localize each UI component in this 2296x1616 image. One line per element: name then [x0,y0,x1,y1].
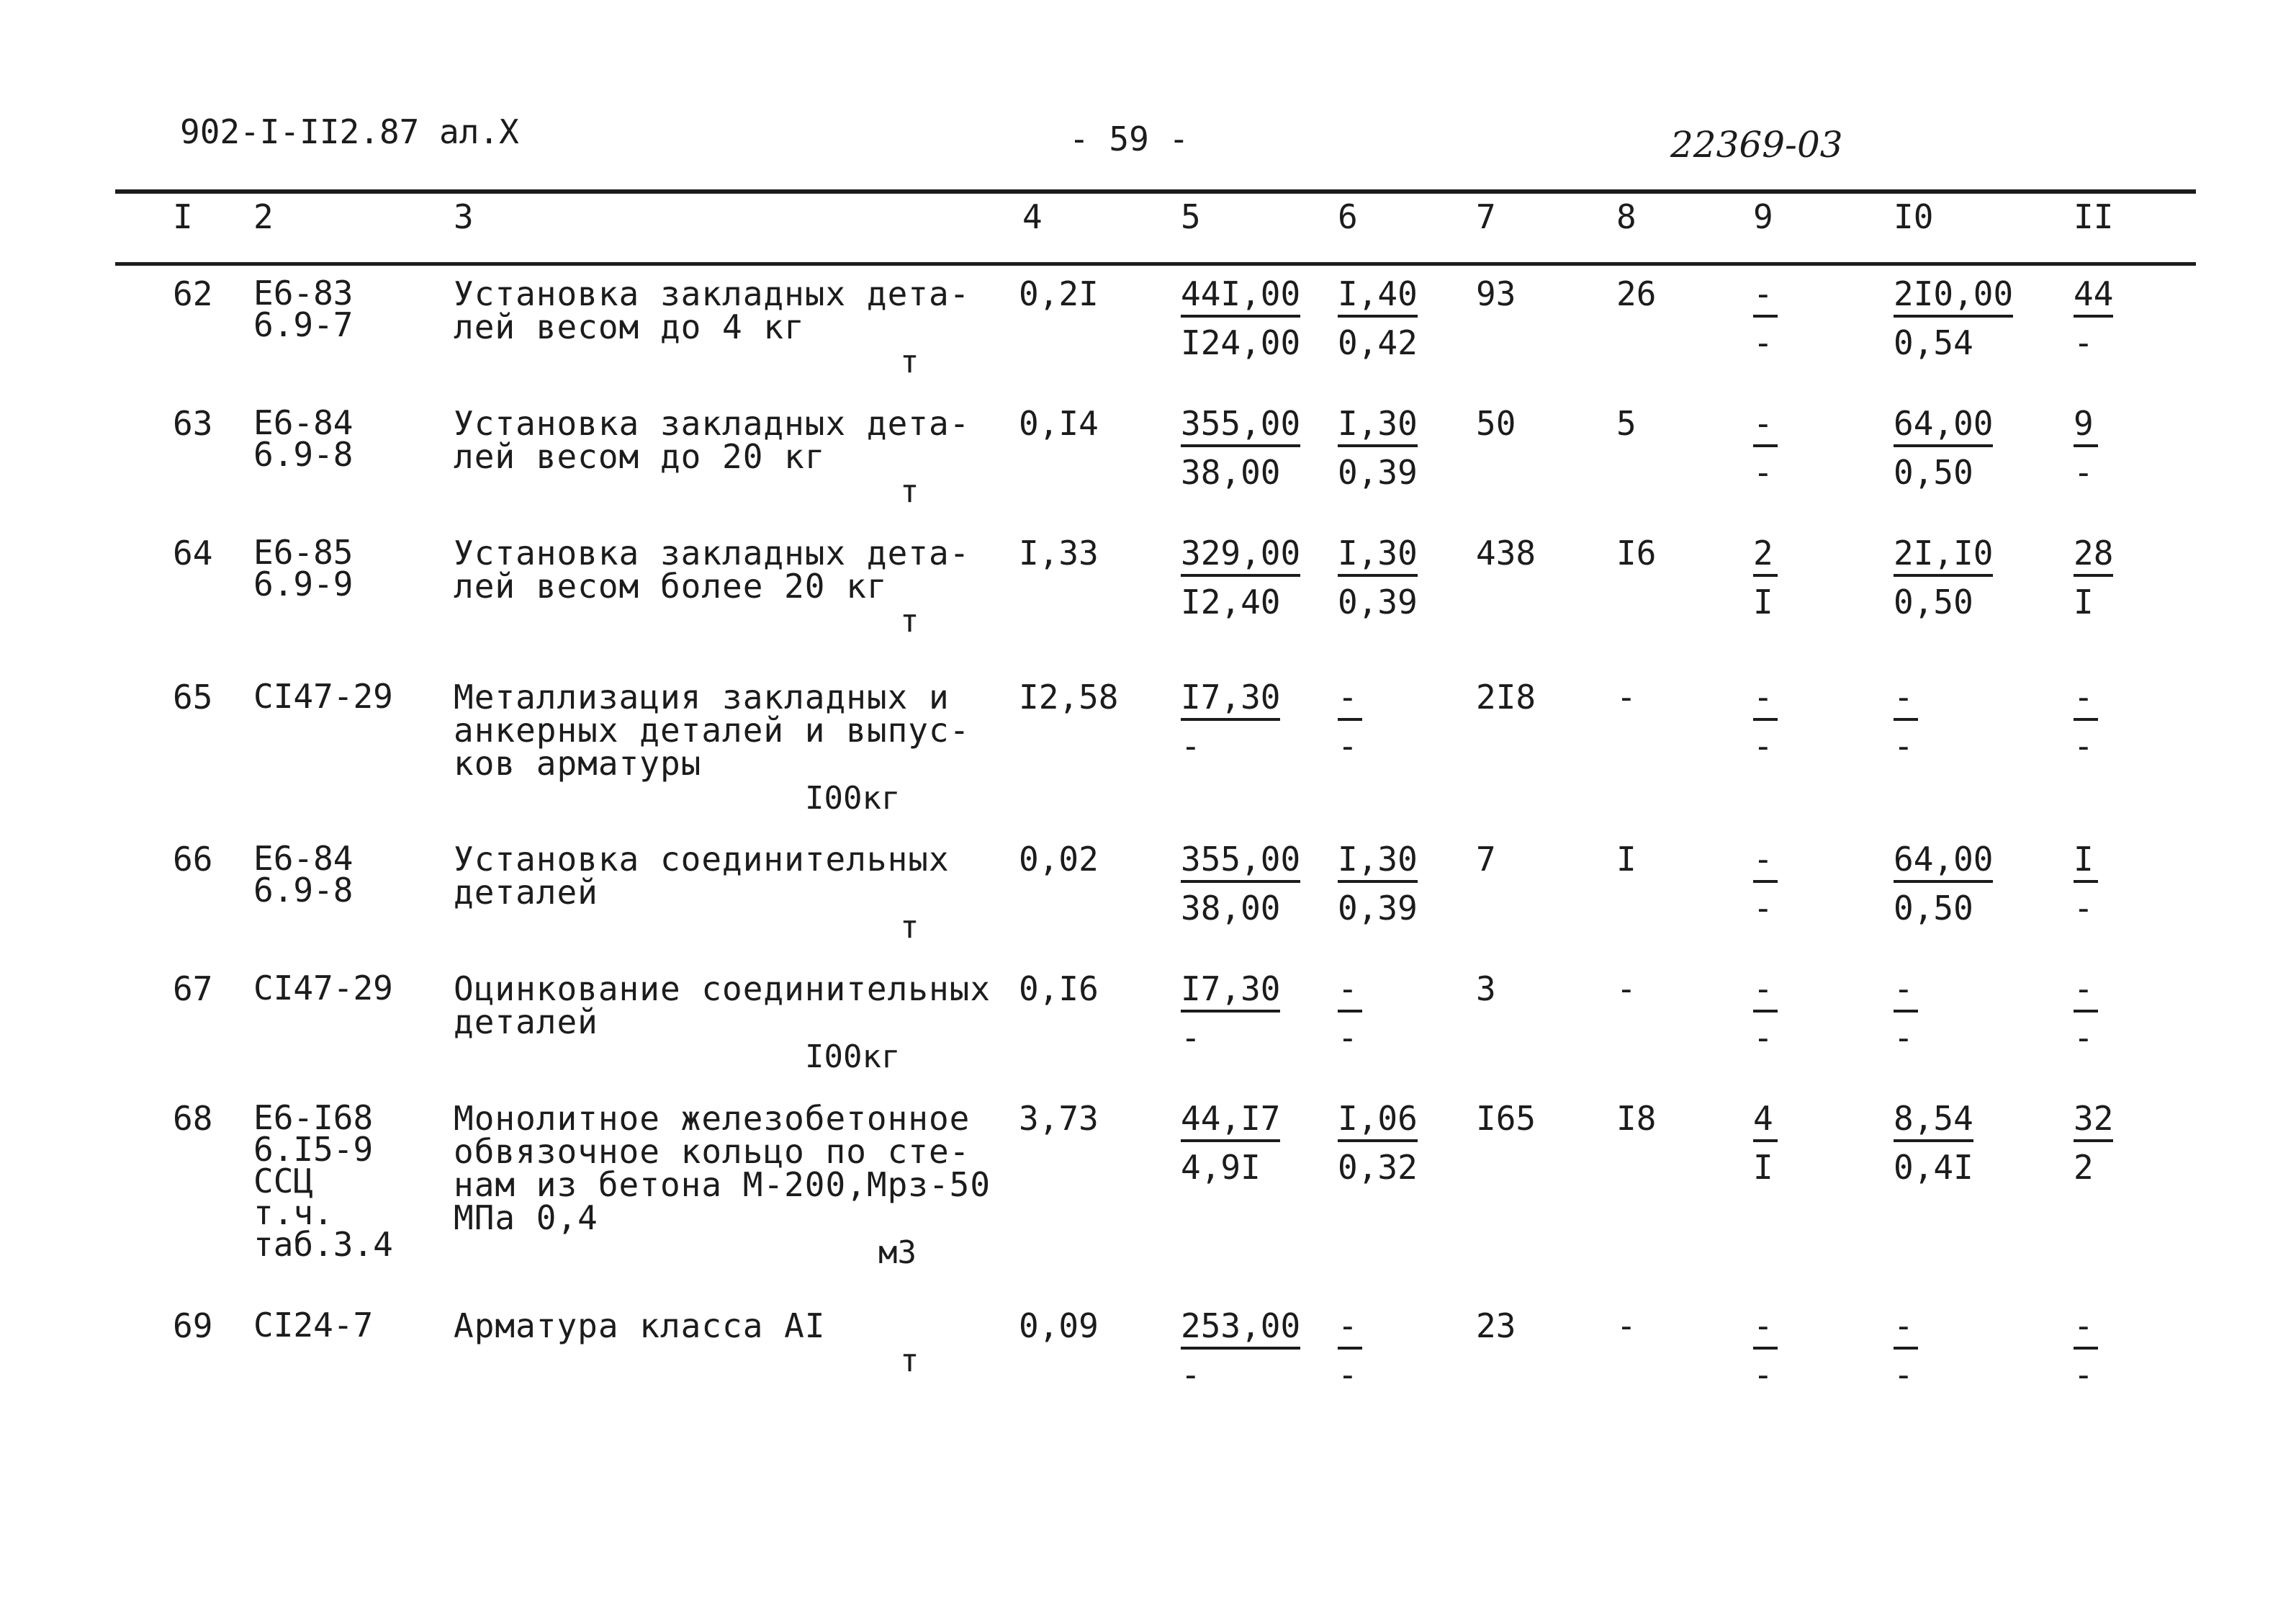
labor-per-unit-numerator: 2I,I0 [1894,537,1993,577]
norm-code-line: 6.9-8 [253,871,354,910]
row-number: 62 [173,274,213,313]
norm-code-line: СI47-29 [253,677,393,716]
wage-cost-denominator: - [1338,1355,1358,1394]
quantity: 0,2I [1019,274,1099,313]
unit-of-measure: т [900,344,919,380]
column-header-11: II [2074,197,2114,236]
norm-code-line: Е6-84 [253,403,354,442]
column-header-8: 8 [1616,197,1637,236]
labor-per-unit-denominator: - [1894,1355,1914,1394]
wage-cost-denominator: 0,42 [1338,323,1418,362]
labor-per-unit [1894,1306,1918,1394]
norm-code-line: т.ч. [253,1193,333,1232]
labor-total-denominator: - [2074,453,2094,492]
wage-cost [1338,1306,1362,1394]
norm-code-line: СI47-29 [253,969,393,1007]
norm-code-line: 6.9-9 [253,565,354,603]
labor-per-unit [1894,969,1918,1057]
labor-per-unit-numerator: 64,00 [1894,843,1993,883]
work-description-line: Арматура класса АI [454,1306,826,1345]
unit-cost-total-numerator: 44,I7 [1181,1102,1280,1142]
wage-cost-numerator: I,40 [1338,277,1418,318]
total-wages: I8 [1616,1099,1657,1138]
labor-total [2074,840,2098,928]
total-wages: I6 [1616,534,1657,573]
labor-total [2074,274,2114,362]
total-cost: 93 [1476,274,1516,313]
total-wages: - [1616,678,1637,717]
reference-number: 22369-03 [1670,124,1843,166]
labor-total [2074,1099,2114,1187]
work-description-line: Установка соединительных [454,840,950,879]
unit-of-measure: т [900,603,919,639]
machine-cost-numerator: - [1753,843,1778,883]
labor-per-unit [1894,274,2014,362]
work-description-line: Установка закладных дета- [454,404,971,443]
labor-per-unit [1894,534,1994,621]
labor-per-unit [1894,404,1994,492]
quantity: I2,58 [1019,678,1119,717]
machine-cost [1753,969,1778,1057]
labor-per-unit [1894,678,1918,766]
quantity: I,33 [1019,534,1099,573]
column-header-9: 9 [1753,197,1773,236]
labor-per-unit-denominator: 0,50 [1894,583,1973,621]
unit-cost-total-denominator: I24,00 [1181,323,1301,362]
page-number: - 59 - [1069,120,1189,158]
machine-cost-denominator: - [1753,453,1773,492]
machine-cost-numerator: - [1753,1309,1778,1350]
wage-cost [1338,969,1362,1057]
wage-cost [1338,678,1362,766]
unit-of-measure: м3 [878,1234,917,1271]
total-wages: 5 [1616,404,1637,443]
unit-cost-total-denominator: 4,9I [1181,1148,1261,1187]
wage-cost-numerator: I,30 [1338,407,1418,447]
work-description-line: обвязочное кольцо по сте- [454,1132,971,1171]
wage-cost-numerator: - [1338,972,1362,1013]
machine-cost-denominator: - [1753,727,1773,766]
unit-cost-total [1181,1306,1301,1394]
wage-cost [1338,1099,1418,1187]
work-description-line: деталей [454,1002,598,1041]
total-cost: 7 [1476,840,1496,879]
header-rule [115,262,2196,266]
work-description-line: нам из бетона М-200,Мрз-50 [454,1165,991,1204]
unit-cost-total-numerator: 253,00 [1181,1309,1300,1350]
machine-cost [1753,840,1778,928]
norm-code-line: ССЦ [253,1162,314,1200]
column-header-4: 4 [1022,197,1043,236]
wage-cost [1338,840,1418,928]
machine-cost [1753,1306,1778,1394]
norm-code-line: таб.3.4 [253,1225,393,1264]
total-wages: - [1616,969,1637,1008]
row-number: 68 [173,1099,213,1138]
unit-cost-total-numerator: I7,30 [1181,681,1280,721]
wage-cost-denominator: 0,39 [1338,453,1418,492]
column-header-10: I0 [1894,197,1934,236]
wage-cost [1338,404,1418,492]
labor-per-unit-denominator: 0,50 [1894,889,1973,928]
labor-per-unit [1894,840,1994,928]
wage-cost-denominator: - [1338,727,1358,766]
unit-cost-total [1181,534,1301,621]
norm-code-line: 6.9-8 [253,435,354,474]
row-number: 67 [173,969,213,1008]
unit-cost-total-numerator: I7,30 [1181,972,1280,1013]
quantity: 0,02 [1019,840,1099,879]
column-header-6: 6 [1338,197,1358,236]
machine-cost-numerator: - [1753,972,1778,1013]
wage-cost-denominator: - [1338,1018,1358,1057]
quantity: 3,73 [1019,1099,1099,1138]
total-cost: 23 [1476,1306,1516,1345]
unit-cost-total [1181,274,1301,362]
wage-cost-denominator: 0,39 [1338,583,1418,621]
machine-cost [1753,678,1778,766]
machine-cost-denominator: I [1753,583,1773,621]
document-code: 902-I-II2.87 ал.X [180,112,519,151]
wage-cost-numerator: I,30 [1338,537,1418,577]
total-cost: 2I8 [1476,678,1536,717]
unit-cost-total-denominator: - [1181,1355,1201,1394]
total-cost: 438 [1476,534,1536,573]
labor-per-unit-numerator: 64,00 [1894,407,1993,447]
unit-cost-total [1181,840,1301,928]
wage-cost-numerator: I,06 [1338,1102,1418,1142]
total-wages: I [1616,840,1637,879]
column-header-2: 2 [253,197,274,236]
machine-cost-denominator: I [1753,1148,1773,1187]
total-wages: 26 [1616,274,1657,313]
column-header-7: 7 [1476,197,1496,236]
labor-per-unit-numerator: - [1894,972,1918,1013]
labor-total-denominator: - [2074,727,2094,766]
labor-per-unit [1894,1099,1973,1187]
unit-cost-total-numerator: 355,00 [1181,843,1300,883]
unit-cost-total [1181,678,1281,766]
labor-total-denominator: - [2074,889,2094,928]
labor-total-denominator: 2 [2074,1148,2094,1187]
machine-cost [1753,534,1778,621]
work-description-line: лей весом более 20 кг [454,567,888,606]
labor-total-numerator: - [2074,681,2098,721]
labor-per-unit-denominator: - [1894,727,1914,766]
labor-per-unit-denominator: - [1894,1018,1914,1057]
work-description-line: Установка закладных дета- [454,274,971,313]
labor-total [2074,678,2098,766]
work-description-line: Монолитное железобетонное [454,1099,971,1138]
wage-cost-denominator: 0,32 [1338,1148,1418,1187]
labor-total [2074,1306,2098,1394]
labor-total-numerator: 9 [2074,407,2098,447]
labor-per-unit-numerator: - [1894,1309,1918,1350]
work-description-line: лей весом до 4 кг [454,308,805,346]
row-number: 69 [173,1306,213,1345]
machine-cost-numerator: - [1753,407,1778,447]
work-description-line: анкерных деталей и выпус- [454,711,971,750]
total-wages: - [1616,1306,1637,1345]
labor-total [2074,969,2098,1057]
labor-total-denominator: - [2074,323,2094,362]
work-description-line: Оцинкование соединительных [454,969,991,1008]
labor-total-numerator: 44 [2074,277,2113,318]
column-header-5: 5 [1181,197,1201,236]
labor-per-unit-numerator: 8,54 [1894,1102,1973,1142]
work-description-line: ков арматуры [454,744,702,783]
unit-of-measure: I00кг [805,780,901,817]
labor-total-numerator: 32 [2074,1102,2113,1142]
unit-of-measure: т [900,1342,919,1379]
norm-code-line: Е6-I68 [253,1098,374,1137]
norm-code-line: 6.9-7 [253,305,354,344]
unit-cost-total-numerator: 44I,00 [1181,277,1300,318]
unit-cost-total-denominator: 38,00 [1181,889,1281,928]
labor-per-unit-denominator: 0,54 [1894,323,1973,362]
work-description-line: МПа 0,4 [454,1198,598,1237]
labor-total-denominator: - [2074,1018,2094,1057]
unit-of-measure: т [900,473,919,510]
labor-total-numerator: I [2074,843,2098,883]
unit-cost-total-denominator: 38,00 [1181,453,1281,492]
unit-cost-total [1181,969,1281,1057]
labor-total [2074,534,2114,621]
norm-code-line: СI24-7 [253,1306,374,1345]
machine-cost [1753,1099,1778,1187]
wage-cost-denominator: 0,39 [1338,889,1418,928]
labor-per-unit-numerator: - [1894,681,1918,721]
unit-cost-total [1181,1099,1281,1187]
work-description-line: лей весом до 20 кг [454,437,826,476]
unit-of-measure: I00кг [805,1038,901,1075]
wage-cost [1338,534,1418,621]
machine-cost [1753,274,1778,362]
labor-total-numerator: - [2074,1309,2098,1350]
norm-code-line: Е6-85 [253,533,354,572]
work-description-line: деталей [454,873,598,912]
machine-cost-denominator: - [1753,323,1773,362]
unit-cost-total-numerator: 355,00 [1181,407,1300,447]
column-header-1: I [173,197,193,236]
row-number: 66 [173,840,213,879]
quantity: 0,I4 [1019,404,1099,443]
wage-cost-numerator: - [1338,681,1362,721]
machine-cost-numerator: - [1753,277,1778,318]
labor-per-unit-numerator: 2I0,00 [1894,277,2013,318]
labor-per-unit-denominator: 0,4I [1894,1148,1973,1187]
total-cost: I65 [1476,1099,1536,1138]
labor-per-unit-denominator: 0,50 [1894,453,1973,492]
quantity: 0,09 [1019,1306,1099,1345]
machine-cost-denominator: - [1753,1355,1773,1394]
machine-cost-numerator: 4 [1753,1102,1778,1142]
machine-cost-denominator: - [1753,889,1773,928]
labor-total-numerator: 28 [2074,537,2113,577]
norm-code-line: Е6-83 [253,274,354,313]
unit-cost-total-denominator: I2,40 [1181,583,1281,621]
row-number: 65 [173,678,213,717]
wage-cost [1338,274,1418,362]
quantity: 0,I6 [1019,969,1099,1008]
unit-cost-total-denominator: - [1181,1018,1201,1057]
machine-cost-denominator: - [1753,1018,1773,1057]
machine-cost-numerator: 2 [1753,537,1778,577]
unit-cost-total-denominator: - [1181,727,1201,766]
wage-cost-numerator: - [1338,1309,1362,1350]
top-rule [115,189,2196,194]
total-cost: 3 [1476,969,1496,1008]
labor-total [2074,404,2098,492]
unit-of-measure: т [900,909,919,946]
column-header-3: 3 [454,197,474,236]
labor-total-denominator: I [2074,583,2094,621]
row-number: 64 [173,534,213,573]
unit-cost-total [1181,404,1301,492]
labor-total-denominator: - [2074,1355,2094,1394]
work-description-line: Металлизация закладных и [454,678,950,717]
unit-cost-total-numerator: 329,00 [1181,537,1300,577]
norm-code-line: Е6-84 [253,839,354,878]
labor-total-numerator: - [2074,972,2098,1013]
norm-code-line: 6.I5-9 [253,1130,374,1169]
work-description-line: Установка закладных дета- [454,534,971,573]
machine-cost-numerator: - [1753,681,1778,721]
wage-cost-numerator: I,30 [1338,843,1418,883]
machine-cost [1753,404,1778,492]
row-number: 63 [173,404,213,443]
total-cost: 50 [1476,404,1516,443]
